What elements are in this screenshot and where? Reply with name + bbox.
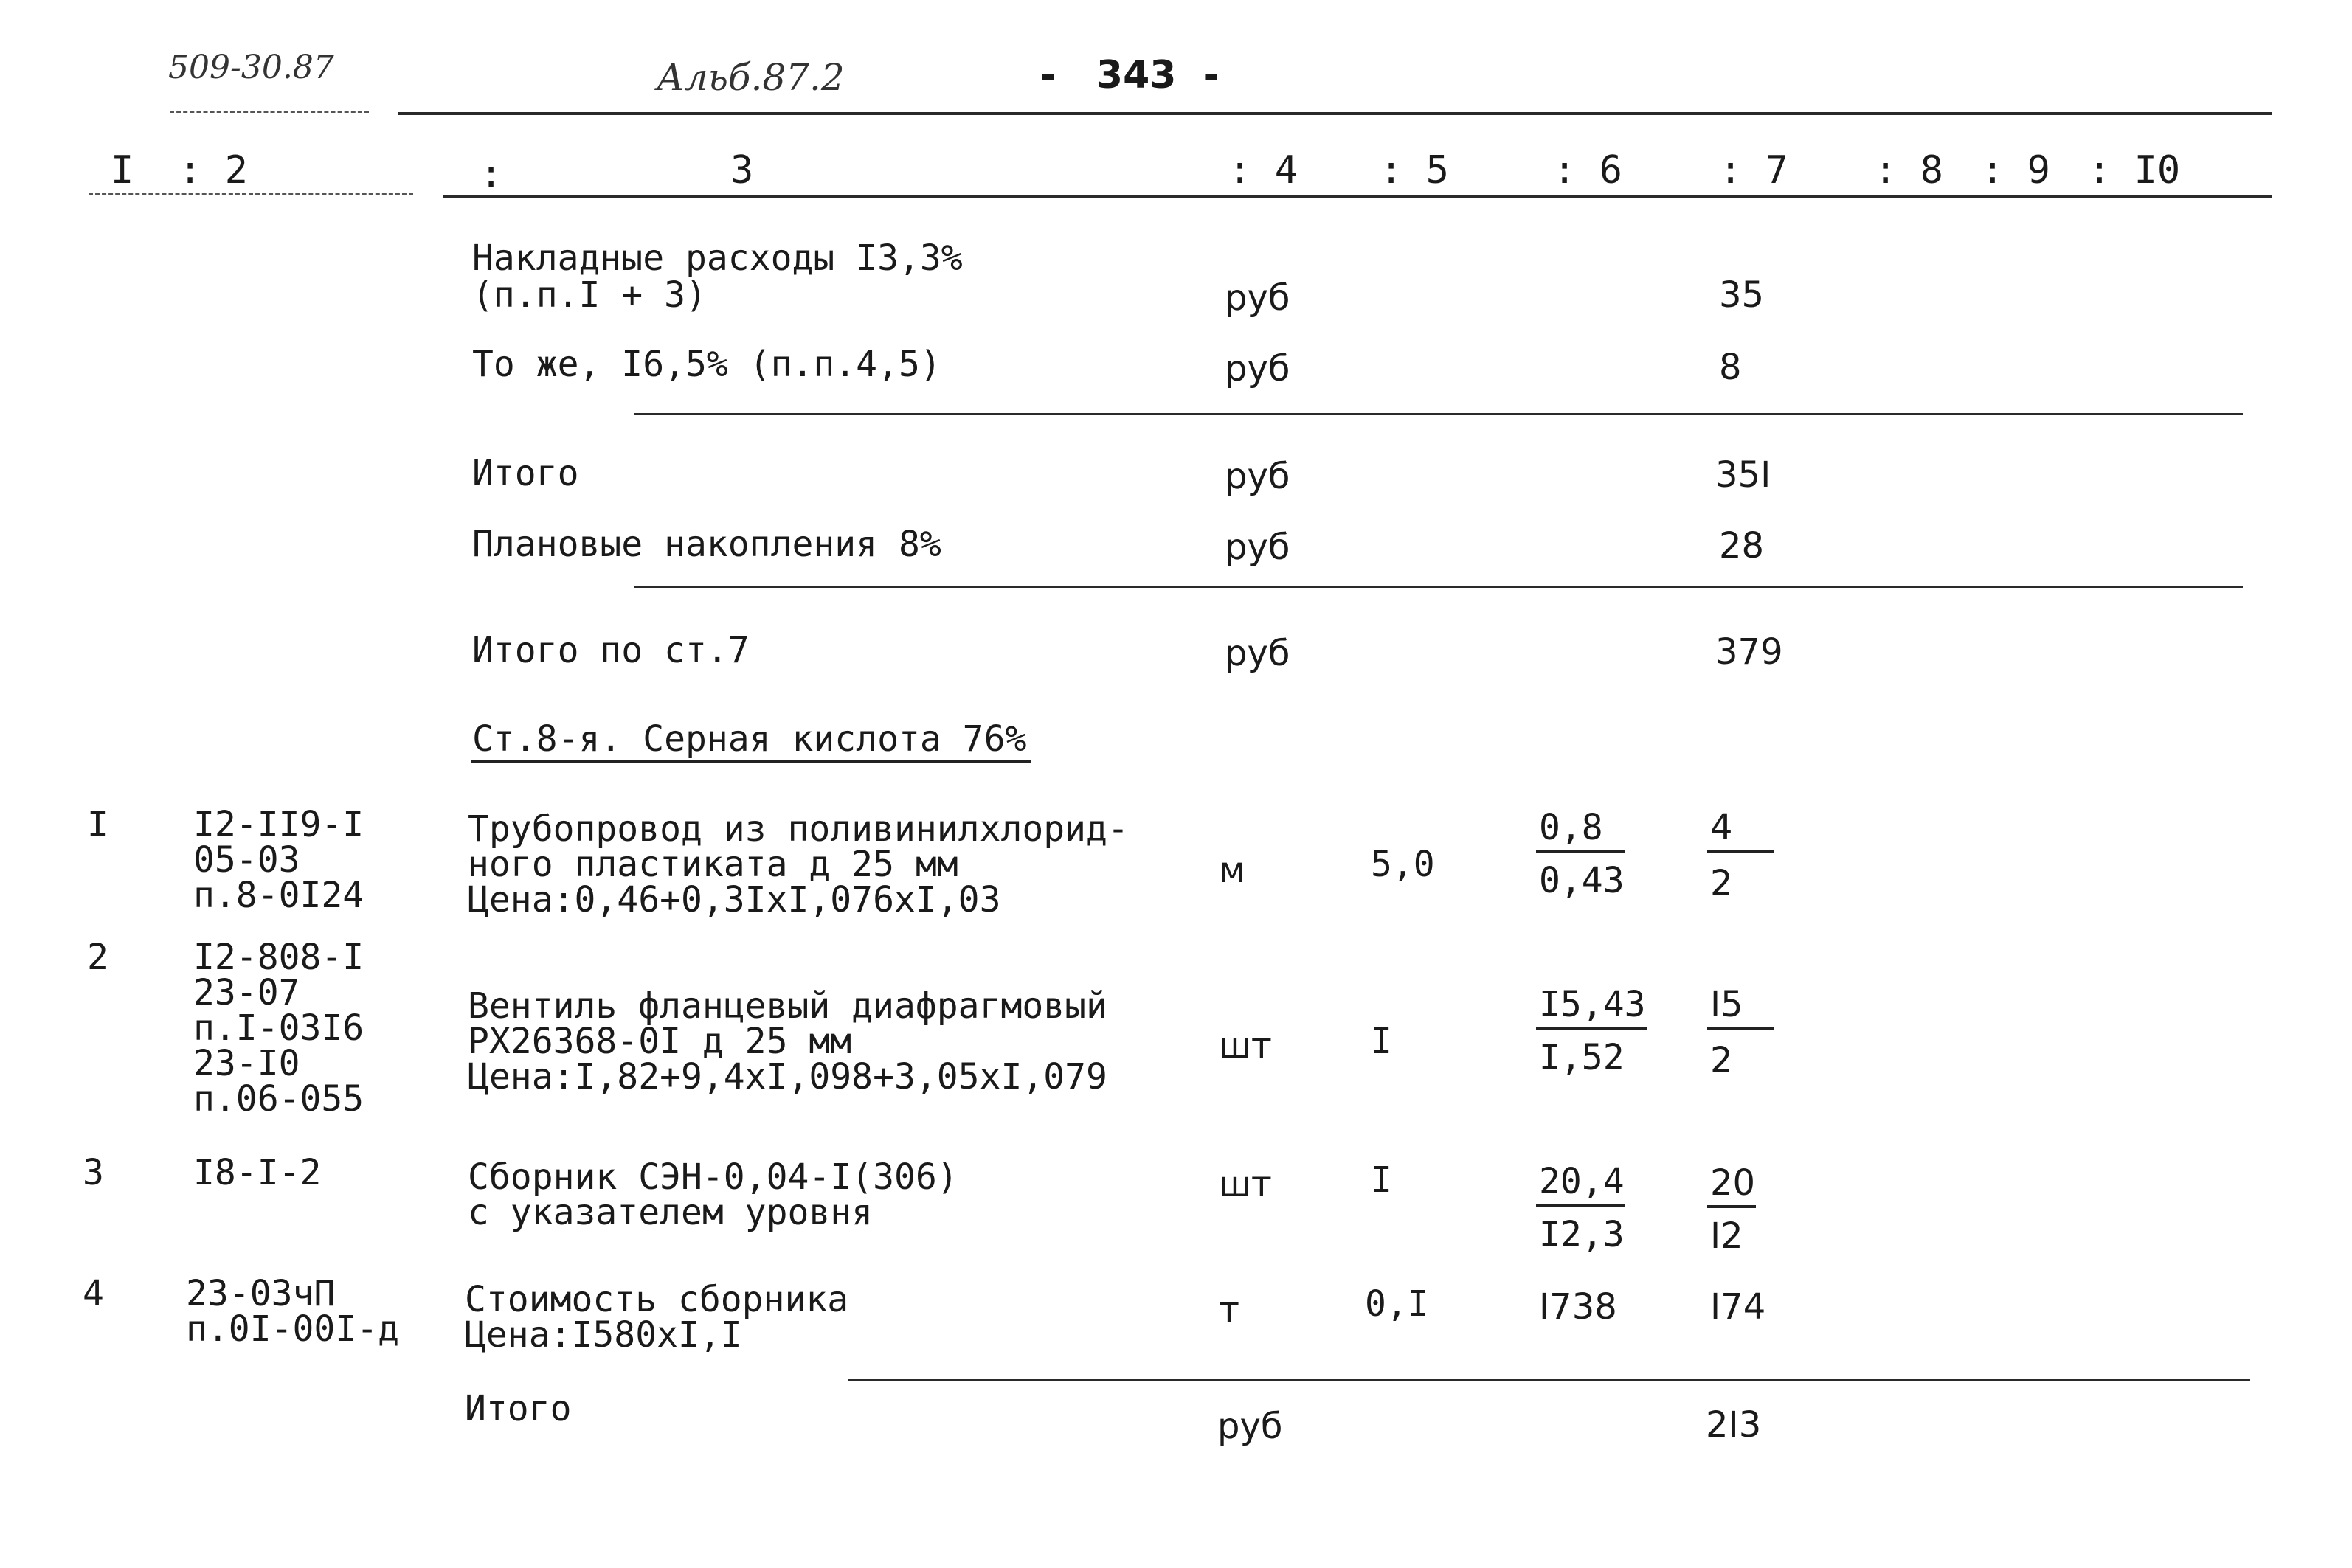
row-1-cost-bottom: 2 [1710, 863, 1733, 904]
row-1-qty: 5,0 [1371, 844, 1435, 885]
overhead-label: Накладные расходы I3,3% [472, 237, 963, 279]
final-total-unit: руб [1217, 1406, 1283, 1447]
col-5-header: : 5 [1380, 148, 1449, 192]
same-label: То же, I6,5% (п.п.4,5) [472, 344, 941, 385]
final-total-label: Итого [465, 1388, 572, 1429]
row-1-num: I [87, 804, 108, 845]
planned-label: Плановые накопления 8% [472, 524, 941, 565]
col-header-rule [443, 195, 2272, 198]
row-2-qty: I [1371, 1021, 1392, 1062]
row-3-price-bottom: I2,3 [1539, 1214, 1625, 1255]
col-6-header: : 6 [1553, 148, 1622, 192]
header-rule [398, 112, 2272, 115]
row-1-price-top: 0,8 [1539, 807, 1603, 848]
col-header-rule-left [89, 193, 413, 195]
row-2-cost-rule [1707, 1027, 1774, 1030]
row-1-cost-top: 4 [1710, 807, 1733, 848]
row-4-qty: 0,I [1365, 1283, 1429, 1325]
album-ref: Альб.87.2 [657, 56, 845, 99]
col-1-header: I [111, 148, 134, 192]
total-st7-label: Итого по ст.7 [472, 630, 750, 671]
row-4-price: I738 [1539, 1286, 1617, 1328]
planned-sum: 28 [1719, 525, 1765, 566]
col-9-header: : 9 [1981, 148, 2050, 192]
row-2-code-2: 23-07 [193, 972, 300, 1013]
row-4-cost: I74 [1710, 1286, 1766, 1328]
row-1-code-2: 05-03 [193, 839, 300, 881]
row-1-price-rule [1536, 850, 1625, 853]
col-sep: : [480, 152, 503, 196]
col-3-header: 3 [730, 148, 754, 192]
row-1-unit: м [1219, 850, 1246, 891]
row-3-desc-1: Сборник СЭН-0,04-I(306) [468, 1156, 958, 1198]
row-1-code-3: п.8-0I24 [193, 875, 364, 916]
row-2-desc-1: Вентиль фланцевый диафрагмовый [468, 985, 1107, 1027]
row-2-code-1: I2-808-I [193, 937, 364, 978]
overhead-unit: руб [1225, 277, 1290, 319]
planned-unit: руб [1225, 527, 1290, 568]
row-2-cost-bottom: 2 [1710, 1040, 1733, 1081]
col-2-header: : 2 [179, 148, 248, 192]
row-4-unit: т [1219, 1289, 1239, 1331]
row-1-desc-3: Цена:0,46+0,3IxI,076xI,03 [468, 879, 1001, 920]
row-2-desc-2: РХ26368-0I д 25 мм [468, 1021, 852, 1062]
col-10-header: : I0 [2088, 148, 2181, 192]
row-2-code-5: п.06-055 [193, 1078, 364, 1120]
total-st7-unit: руб [1225, 633, 1290, 674]
row-3-cost-bottom: I2 [1710, 1215, 1743, 1257]
row-4-desc-1: Стоимость сборника [465, 1279, 849, 1320]
row-2-price-rule [1536, 1027, 1647, 1030]
section-title: Ст.8-я. Серная кислота 76% [472, 718, 1027, 760]
row-2-code-4: 23-I0 [193, 1043, 300, 1084]
row-4-code-1: 23-03чП [186, 1273, 336, 1314]
total1-label: Итого [472, 453, 579, 494]
row-3-price-top: 20,4 [1539, 1161, 1625, 1202]
row-4-num: 4 [83, 1273, 104, 1314]
row-2-code-3: п.I-03I6 [193, 1007, 364, 1049]
row-4-code-2: п.0I-00I-д [186, 1308, 399, 1350]
row-3-unit: шт [1219, 1164, 1272, 1205]
col-7-header: : 7 [1719, 148, 1788, 192]
row-2-unit: шт [1219, 1025, 1272, 1066]
overhead-items: (п.п.I + 3) [472, 274, 707, 316]
section-title-underline [471, 760, 1031, 763]
row-2-price-top: I5,43 [1539, 984, 1646, 1025]
row-1-code-1: I2-II9-I [193, 804, 364, 845]
same-sum: 8 [1719, 347, 1742, 388]
row-3-code-1: I8-I-2 [193, 1152, 322, 1193]
row-4-desc-2: Цена:I580xI,I [465, 1314, 742, 1356]
page-number: - 343 - [1040, 53, 1220, 97]
final-total-sum: 2I3 [1706, 1404, 1762, 1446]
same-unit: руб [1225, 348, 1290, 389]
overhead-sum: 35 [1719, 274, 1765, 316]
row-2-desc-3: Цена:I,82+9,4xI,098+3,05xI,079 [468, 1056, 1107, 1097]
col-4-header: : 4 [1228, 148, 1298, 192]
row-2-num: 2 [87, 937, 108, 978]
total-rule [634, 586, 2243, 588]
row-3-cost-rule [1707, 1205, 1756, 1208]
row-3-price-rule [1536, 1204, 1625, 1207]
row-1-price-bottom: 0,43 [1539, 860, 1625, 901]
total1-unit: руб [1225, 456, 1290, 497]
header-rule-left [170, 111, 369, 113]
row-3-num: 3 [83, 1152, 104, 1193]
final-total-rule [848, 1379, 2250, 1381]
doc-code: 509-30.87 [168, 49, 334, 86]
row-3-cost-top: 20 [1710, 1162, 1756, 1204]
row-1-desc-2: ного пластиката д 25 мм [468, 844, 958, 885]
row-2-cost-top: I5 [1710, 984, 1743, 1025]
subtotal-rule [634, 413, 2243, 415]
col-8-header: : 8 [1874, 148, 1943, 192]
row-1-cost-rule [1707, 850, 1774, 853]
total1-sum: 35I [1715, 454, 1771, 496]
row-3-qty: I [1371, 1159, 1392, 1201]
row-3-desc-2: с указателем уровня [468, 1192, 874, 1233]
row-2-price-bottom: I,52 [1539, 1037, 1625, 1078]
total-st7-sum: 379 [1715, 631, 1783, 673]
row-1-desc-1: Трубопровод из поливинилхлорид- [468, 808, 1129, 850]
